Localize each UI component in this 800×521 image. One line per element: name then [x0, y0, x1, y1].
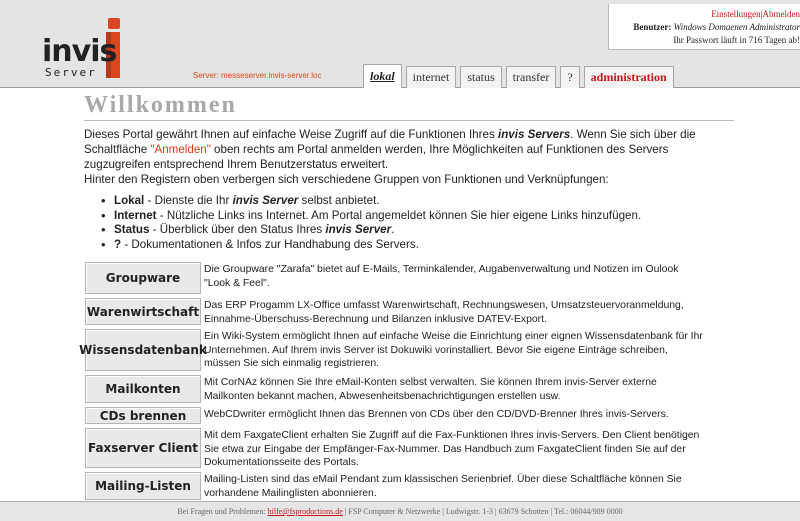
mailing-listen-description: Mailing-Listen sind das eMail Pendant zum klassischen Serienbrief. Über diese Schaltfläche können Sie vorhandene Mailinglisten abonnieren.	[204, 474, 682, 499]
list-item-term: Status	[114, 223, 150, 236]
logo-word: invis	[42, 34, 117, 69]
list-item	[114, 223, 734, 238]
list-item-term: Lokal	[114, 194, 145, 207]
password-expiry-note: Ihr Passwort läuft in 716 Tagen ab!	[673, 35, 800, 45]
list-item	[114, 209, 734, 224]
list-item-text: - Dienste die Ihr	[144, 194, 233, 207]
mailing-listen-button[interactable]: Mailing-Listen	[85, 472, 201, 500]
user-label: Benutzer:	[633, 22, 672, 32]
app-row-faxserver	[85, 428, 705, 468]
invis-server-logo[interactable]	[40, 18, 135, 80]
app-row-groupware	[85, 262, 705, 294]
logo-subtitle: Server	[45, 66, 97, 79]
mailkonten-button[interactable]: Mailkonten	[85, 375, 201, 403]
warenwirtschaft-description: Das ERP Progamm LX-Office umfasst Warenwirtschaft, Rechnungswesen, Umsatzsteuervoranmeldung, Einnahme-Überschuss-Berechnung und Bilanzen inklusive DATEV-Export.	[204, 300, 684, 325]
intro-paragraph	[84, 127, 734, 187]
intro-text-3: oben rechts am Portal anmelden werden, Ihre Möglichkeiten auf Funktionen des Servers zugzugreifen entsprechend Ihrem Benutzerstatus erweitert.	[84, 143, 669, 171]
title-divider	[84, 120, 734, 121]
link-separator: |	[760, 9, 763, 19]
footer-contact: | FSP Computer & Netzwerke | Ludwigstr. 1-3 | 63679 Schotten | Tel.: 06044/989 0000	[342, 507, 623, 516]
list-item	[114, 238, 734, 253]
intro-text-1: Dieses Portal gewährt Ihnen auf einfache Weise Zugriff auf die Funktionen Ihres	[84, 128, 498, 141]
tab-transfer[interactable]: transfer	[506, 66, 557, 88]
cds-brennen-button[interactable]: CDs brennen	[85, 407, 201, 424]
main-tabs	[363, 64, 674, 88]
intro-login-hint: "Anmelden"	[150, 143, 211, 156]
tab-lokal[interactable]: lokal	[363, 64, 402, 88]
intro-text-4: Hinter den Registern oben verbergen sich verschiedene Gruppen von Funktionen und Verknüpfungen:	[84, 173, 609, 186]
app-row-mailkonten	[85, 375, 705, 403]
list-item-text: - Nützliche Links ins Internet. Am Portal angemeldet können Sie hier eigene Links hinzufügen.	[156, 208, 642, 222]
main-content	[84, 92, 734, 252]
groupware-description: Die Groupware "Zarafa" bietet auf E-Mails, Terminkalender, Augabenverwaltung und Notizen im Oulook "Look & Feel".	[204, 264, 679, 289]
footer	[0, 501, 800, 521]
app-row-mailing-listen	[85, 472, 705, 500]
user-line	[609, 22, 800, 32]
groupware-button[interactable]: Groupware	[85, 262, 201, 294]
user-name: Windows Domaenen Administrator	[673, 22, 800, 32]
settings-link[interactable]: Einstellungen	[711, 9, 761, 19]
app-row-wissensdatenbank	[79, 329, 705, 371]
user-info-box	[608, 4, 800, 50]
intro-text-2: . Wenn Sie sich über die Schaltfläche	[84, 128, 696, 156]
warenwirtschaft-button[interactable]: Warenwirtschaft	[85, 298, 201, 325]
list-item-emphasis: invis Server	[325, 223, 392, 236]
tab-status[interactable]: status	[460, 66, 501, 88]
intro-server-name: invis Servers	[497, 128, 571, 141]
list-item-text: .	[391, 223, 395, 236]
cds-brennen-description: WebCDwriter ermöglicht Ihnen das Brennen von CDs über den CD/DVD-Brenner Ihres invis-Servers.	[204, 409, 669, 420]
list-item-text: - Überblick über den Status Ihres	[149, 223, 326, 236]
list-item-term: ?	[114, 237, 122, 251]
tab-internet[interactable]: internet	[406, 66, 457, 88]
faxserver-client-button[interactable]: Faxserver Client	[85, 428, 201, 468]
header	[0, 0, 800, 88]
faxserver-client-description: Mit dem FaxgateClient erhalten Sie Zugriff auf die Fax-Funktionen Ihres invis-Servers. Den Client benötigen Sie etwa zur Eingabe der Empfänger-Fax-Nummer. Das Handbuch zum FaxgateClient finden Sie auf der Dokumentationsseite des Portals.	[204, 430, 700, 469]
server-hostname: Server: messeserver.invis-server.loc	[193, 71, 322, 80]
tab-administration[interactable]: administration	[584, 66, 674, 88]
tab-help[interactable]: ?	[560, 66, 579, 88]
list-item-text: - Dokumentationen & Infos zur Handhabung des Servers.	[121, 237, 419, 251]
tab-description-list	[114, 194, 734, 252]
logout-link[interactable]: Abmelden	[762, 9, 800, 19]
page-title: Willkommen	[84, 92, 237, 118]
list-item-emphasis: invis Server	[232, 194, 299, 207]
mailkonten-description: Mit CorNAz können Sie Ihre eMail-Konten selbst verwalten. Sie können Ihrem invis-Server externe Mailkonten bekannt machen, Abwesenheitsbenachrichtigungen erstellen usw.	[204, 377, 657, 402]
list-item-term: Internet	[114, 208, 157, 222]
app-row-cds-brennen	[85, 407, 705, 424]
app-row-warenwirtschaft	[85, 298, 705, 325]
wissensdatenbank-description: Ein Wiki-System ermöglicht Ihnen auf einfache Weise die Einrichtung einer eignen Wissensdatenbank für Ihr Unternehmen. Auf Ihrem invis Server ist Dokuwiki vorinstalliert. Bevor Sie eigene Einträge schreiben, müssen Sie sich einmalig registrieren.	[204, 331, 703, 370]
footer-prefix: Bei Fragen und Problemen:	[177, 507, 268, 516]
application-list	[79, 262, 705, 504]
support-email-link[interactable]: hilfe@fsproductions.de	[267, 507, 343, 516]
user-links	[609, 9, 800, 19]
wissensdatenbank-button[interactable]: Wissensdatenbank	[85, 329, 201, 371]
list-item	[114, 194, 734, 209]
list-item-text: selbst anbietet.	[298, 194, 380, 207]
